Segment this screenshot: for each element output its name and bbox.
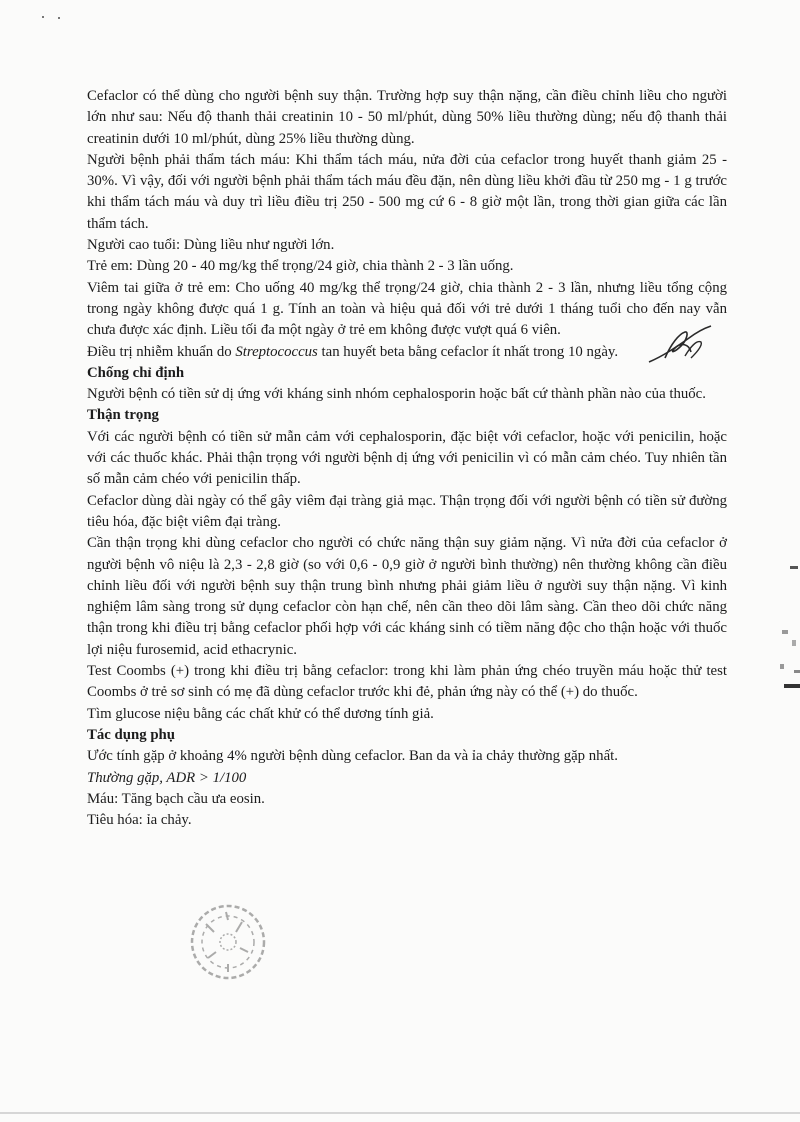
text-run: tan huyết beta bằng cefaclor ít nhất trong 10 ngày.: [317, 343, 619, 360]
paragraph-children: Trẻ em: Dùng 20 - 40 mg/kg thể trọng/24 giờ, chia thành 2 - 3 lần uống.: [87, 258, 514, 275]
paragraph-dialysis: Người bệnh phải thẩm tách máu: Khi thẩm tách máu, nửa đời của cefaclor trong huyết thanh giảm 25 - 30%. Vì vậy, đối với người bệnh phải thẩm tách máu đều đặn, nên dùng liều khởi đầu từ 250 mg - 1 g trước khi thẩm tách máu và duy trì liều điều trị 250 - 500 mg cứ 6 - 8 giờ một lần, trong thời gian giữa các lần thẩm tách.: [87, 151, 727, 232]
paragraph-precaution-glucose: Tìm glucose niệu bằng các chất khử có thể dương tính giả.: [87, 705, 434, 722]
paragraph-precaution-hypersensitivity: Với các người bệnh có tiền sử mẫn cảm với cephalosporin, đặc biệt với cefaclor, hoặc với penicilin, hoặc với các thuốc khác. Phải thận trọng với người bệnh dị ứng với penicilin vì có mẫn cảm chéo. Tuy nhiên tần số mẫn cảm chéo với penicilin thấp.: [87, 428, 727, 488]
paragraph-precaution-colitis: Cefaclor dùng dài ngày có thể gây viêm đại tràng giả mạc. Thận trọng đối với người bệnh có tiền sử đường tiêu hóa, đặc biệt viêm đại tràng.: [87, 492, 727, 530]
text-run: Điều trị nhiễm khuẩn do: [87, 343, 236, 360]
italic-organism-name: Streptococcus: [235, 343, 318, 360]
paragraph-precaution-renal: Cần thận trọng khi dùng cefaclor cho người có chức năng thận suy giảm nặng. Vì nửa đời của cefaclor ở người bệnh vô niệu là 2,3 - 2,8 giờ (so với 0,6 - 0,9 giờ ở người bình thường) nên thường không cần điều chỉnh liều đối với người bệnh suy thận trung bình nhưng phải giảm liều ở người suy thận nặng. Vì kinh nghiệm lâm sàng trong sử dụng cefaclor còn hạn chế, nên cần theo dõi lâm sàng. Cần theo dõi chức năng thận trong khi điều trị bằng cefaclor phối hợp với các kháng sinh có tiềm năng độc cho thận hoặc với thuốc lợi niệu furosemid, acid ethacrynic.: [87, 535, 727, 658]
scan-edge-marks: [772, 560, 800, 700]
heading-contraindications: Chống chỉ định: [87, 364, 185, 381]
paragraph-elderly: Người cao tuổi: Dùng liều như người lớn.: [87, 237, 335, 254]
round-stamp: [188, 902, 268, 982]
paragraph-precaution-coombs: Test Coombs (+) trong khi điều trị bằng cefaclor: trong khi làm phản ứng chéo truyền máu hoặc thử test Coombs ở trẻ sơ sinh có mẹ đã dùng cefaclor trước khi đẻ, phản ứng này có thể (+) do thuốc.: [87, 663, 727, 701]
paragraph-blood: Máu: Tăng bạch cầu ưa eosin.: [87, 790, 265, 807]
handwritten-signature: [645, 322, 715, 368]
paragraph-streptococcus: [87, 342, 727, 363]
paragraph-common-adr: Thường gặp, ADR > 1/100: [87, 769, 247, 786]
paragraph-otitis-media: Viêm tai giữa ở trẻ em: Cho uống 40 mg/kg thể trọng/24 giờ, chia thành 2 - 3 lần, nhưng liều tổng cộng trong ngày không được quá 1 g. Tính an toàn và hiệu quả đối với trẻ dưới 1 tháng tuổi cho đến nay vẫn chưa được xác định. Liều tối đa một ngày ở trẻ em không được vượt quá 6 viên.: [87, 279, 727, 339]
document-body: [87, 86, 727, 831]
paragraph-renal-dosing: Cefaclor có thể dùng cho người bệnh suy thận. Trường hợp suy thận nặng, cần điều chỉnh liều cho người lớn như sau: Nếu độ thanh thải creatinin 10 - 50 ml/phút, dùng 50% liều thường dùng; nếu độ thanh thải creatinin dưới 10 ml/phút, dùng 25% liều thường dùng.: [87, 88, 727, 147]
paragraph-gastrointestinal: Tiêu hóa: ỉa chảy.: [87, 812, 192, 829]
scan-speck: [42, 12, 62, 22]
scan-bottom-shadow: [0, 1104, 800, 1122]
paragraph-contraindications: Người bệnh có tiền sử dị ứng với kháng sinh nhóm cephalosporin hoặc bất cứ thành phần nào của thuốc.: [87, 386, 706, 403]
paragraph-side-effects-intro: Ước tính gặp ở khoảng 4% người bệnh dùng cefaclor. Ban da và ỉa chảy thường gặp nhất.: [87, 748, 618, 765]
heading-side-effects: Tác dụng phụ: [87, 726, 176, 743]
heading-precautions: Thận trọng: [87, 407, 159, 424]
